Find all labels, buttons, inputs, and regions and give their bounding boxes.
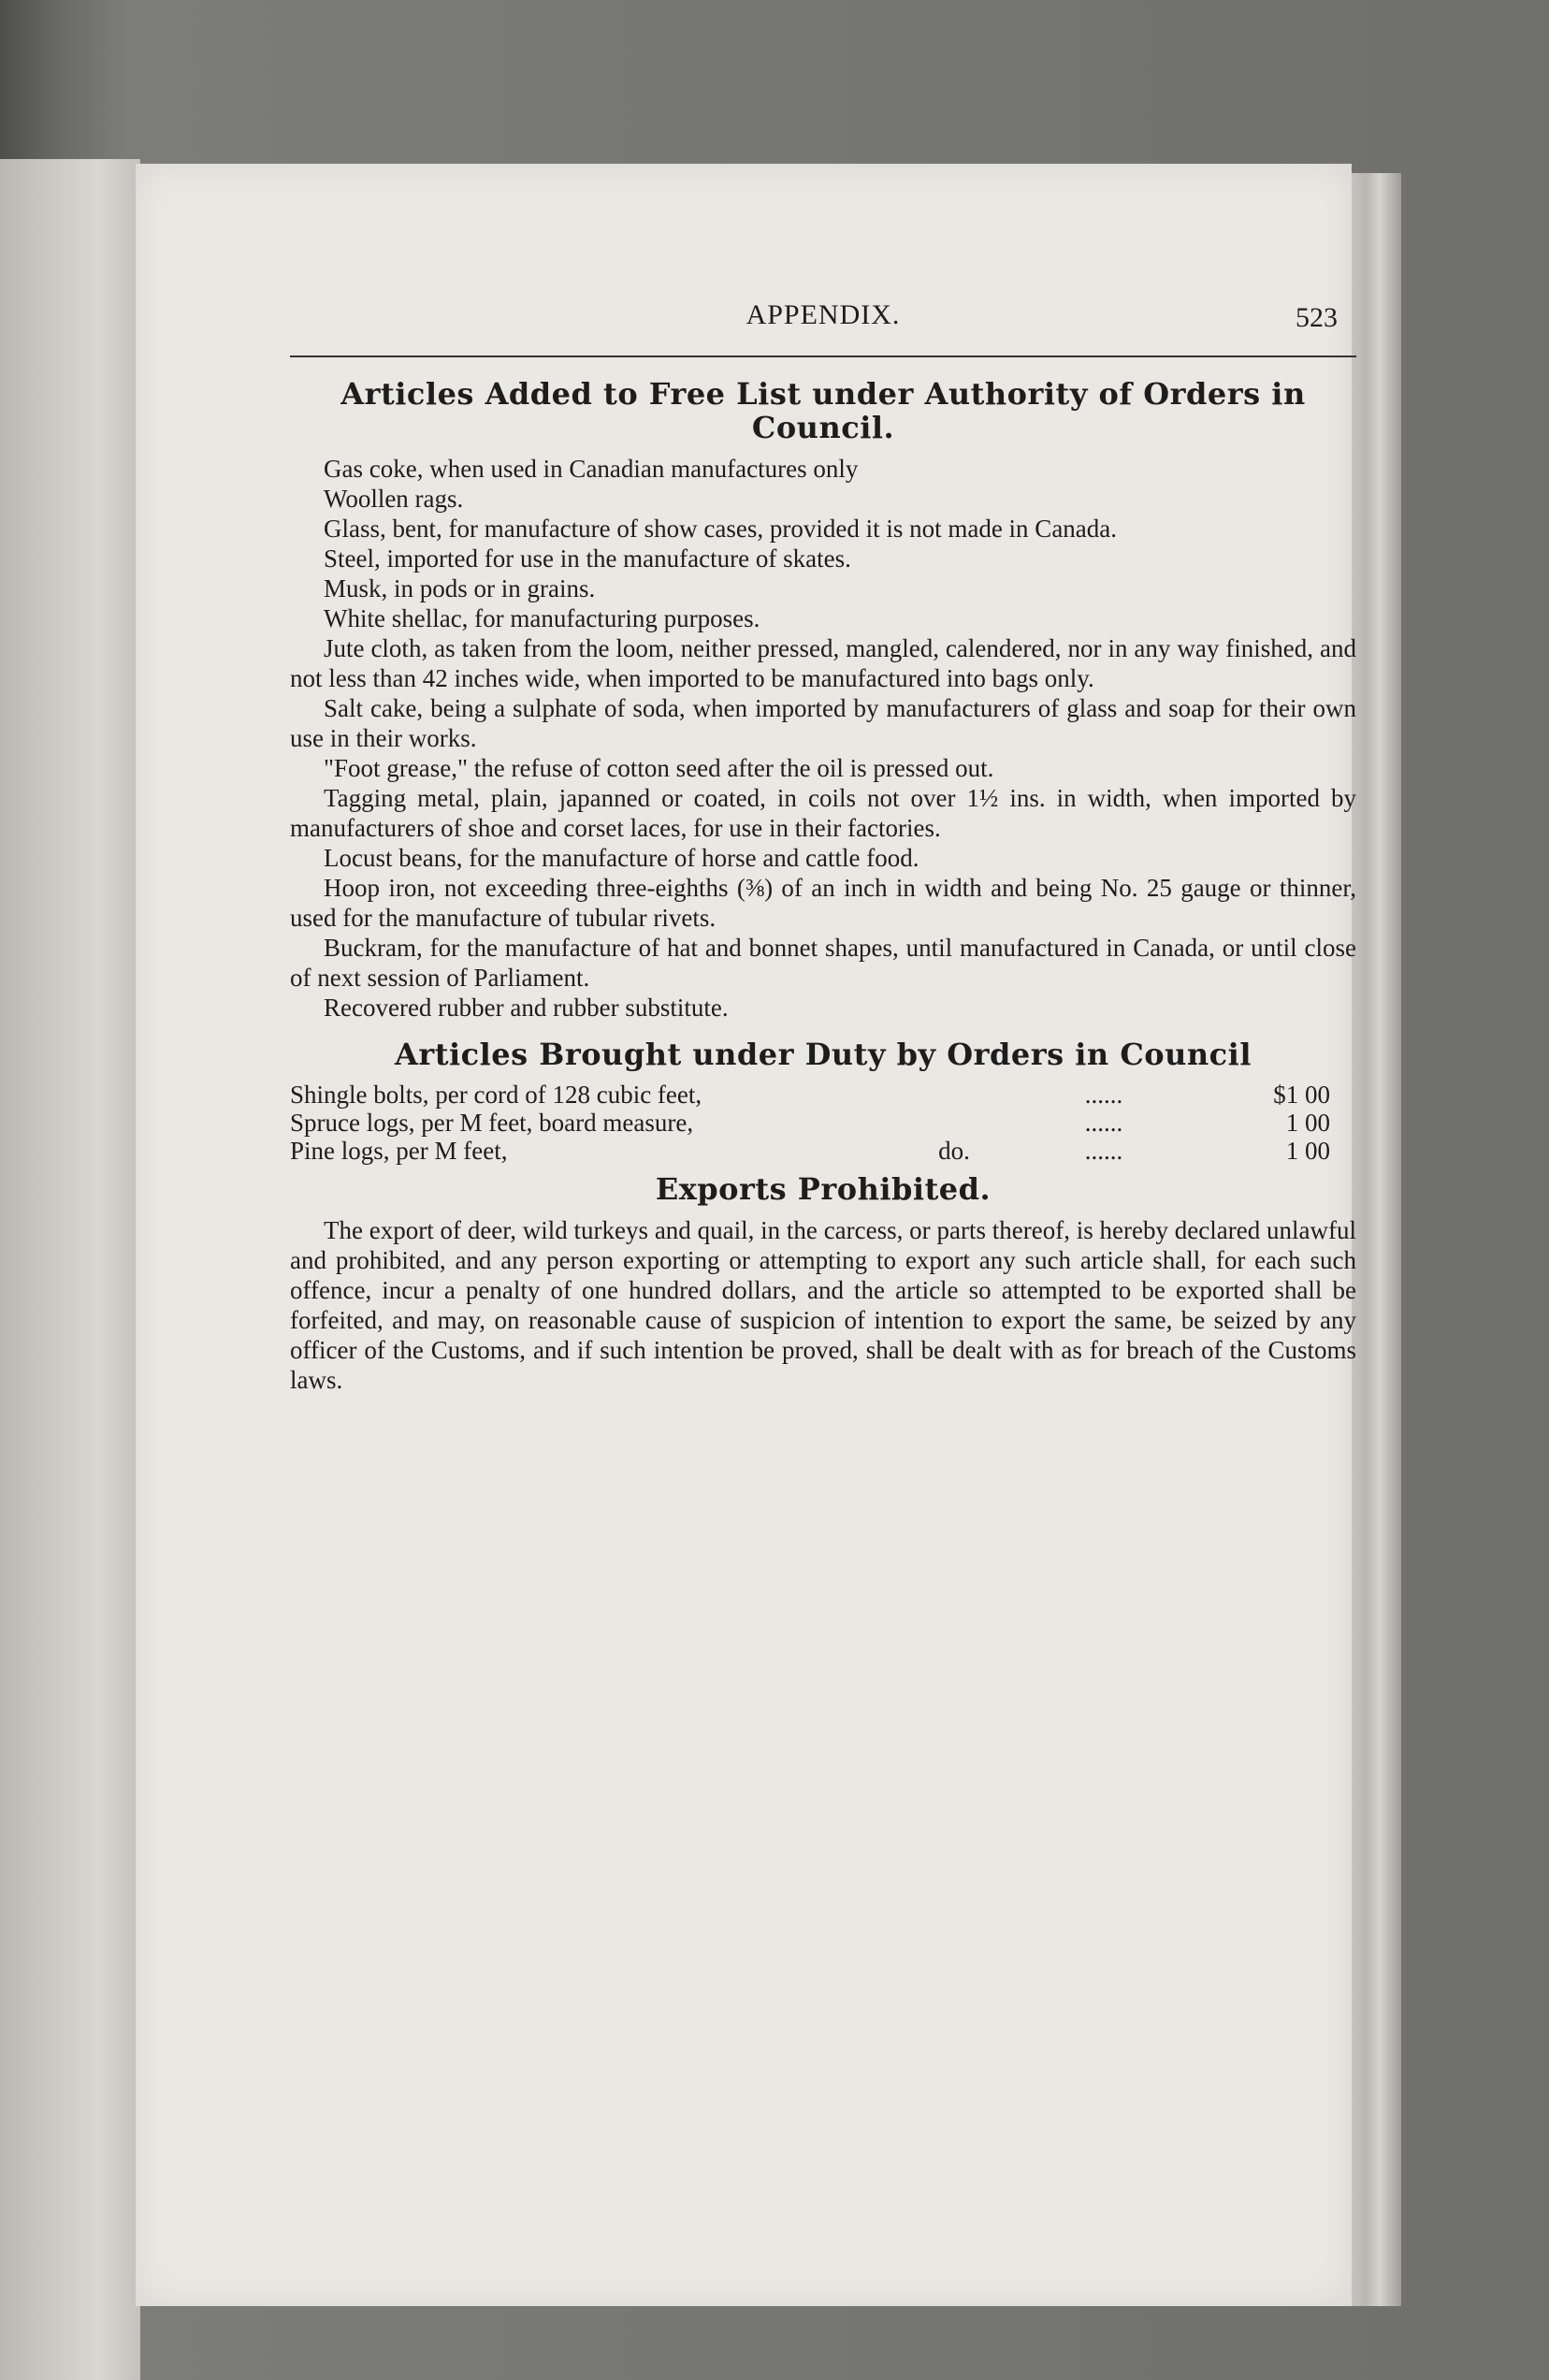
free-list-heading: Articles Added to Free List under Authority of Orders in Council. <box>340 376 1306 445</box>
exports-paragraph: The export of deer, wild turkeys and quail, in the carcess, or parts thereof, is hereby declared unlawful and prohibited, and any person exporting or attempting to export any such article shall, for each such offence, incur a penalty of one hundred dollars, and the article so attempted to be exported shall be forfeited, and may, on reasonable cause of suspicion of intention to export the same, be seized by any officer of the Customs, and if such intention be proved, shall be dealt with as for breach of the Customs laws. <box>290 1216 1356 1394</box>
free-list-item: White shellac, for manufacturing purposes. <box>324 604 760 632</box>
duty-item-ditto: do. <box>938 1137 970 1165</box>
running-head: APPENDIX. <box>746 299 901 330</box>
duty-item-amount: $1 00 <box>1273 1081 1330 1109</box>
duty-item-leader: ...... <box>1084 1137 1123 1165</box>
facing-page-edge <box>0 159 140 2380</box>
free-list-item: "Foot grease," the refuse of cotton seed after the oil is pressed out. <box>324 754 994 782</box>
duty-item-description: Spruce logs, per M feet, board measure, <box>290 1109 694 1137</box>
page-body <box>290 371 1356 1395</box>
free-list-item: Glass, bent, for manufacture of show cases, provided it is not made in Canada. <box>324 515 1118 543</box>
free-list-item: Steel, imported for use in the manufacture of skates. <box>324 544 851 573</box>
free-list-item: Salt cake, being a sulphate of soda, when imported by manufacturers of glass and soap for their own use in their works. <box>290 694 1356 752</box>
duty-item-ditto <box>889 1081 1020 1109</box>
free-list-item: Buckram, for the manufacture of hat and bonnet shapes, until manufactured in Canada, or until close of next session of Parliament. <box>290 934 1356 992</box>
free-list-item: Recovered rubber and rubber substitute. <box>324 994 729 1022</box>
free-list-item: Hoop iron, not exceeding three-eighths (⅜) of an inch in width and being No. 25 gauge or thinner, used for the manufacture of tubular rivets. <box>290 874 1356 932</box>
book-page <box>136 164 1356 2306</box>
duty-item-description: Pine logs, per M feet, <box>290 1137 508 1165</box>
table-row <box>290 1081 1356 1109</box>
duty-item-leader: ...... <box>1084 1081 1123 1109</box>
duty-list-heading: Articles Brought under Duty by Orders in Council <box>395 1037 1252 1072</box>
duty-item-amount: 1 00 <box>1285 1109 1330 1137</box>
duty-item-description: Shingle bolts, per cord of 128 cubic feet, <box>290 1081 702 1109</box>
duty-item-ditto <box>889 1109 1020 1137</box>
duty-item-leader: ...... <box>1084 1109 1123 1137</box>
free-list-item: Gas coke, when used in Canadian manufactures only <box>324 455 859 483</box>
free-list-item: Tagging metal, plain, japanned or coated, in coils not over 1½ ins. in width, when imported by manufacturers of shoe and corset laces, for use in their factories. <box>290 784 1356 842</box>
free-list-item: Woollen rags. <box>324 485 464 513</box>
free-list-item: Musk, in pods or in grains. <box>324 574 596 602</box>
table-row <box>290 1137 1356 1165</box>
header-rule <box>290 356 1356 357</box>
page-number: 523 <box>1296 302 1338 333</box>
free-list-item: Jute cloth, as taken from the loom, neither pressed, mangled, calendered, nor in any way finished, and not less than 42 inches wide, when imported to be manufactured into bags only. <box>290 634 1356 692</box>
table-row <box>290 1109 1356 1137</box>
free-list-item: Locust beans, for the manufacture of horse and cattle food. <box>324 844 919 872</box>
duty-table <box>290 1081 1356 1165</box>
exports-heading: Exports Prohibited. <box>655 1171 992 1207</box>
duty-item-amount: 1 00 <box>1285 1137 1330 1165</box>
